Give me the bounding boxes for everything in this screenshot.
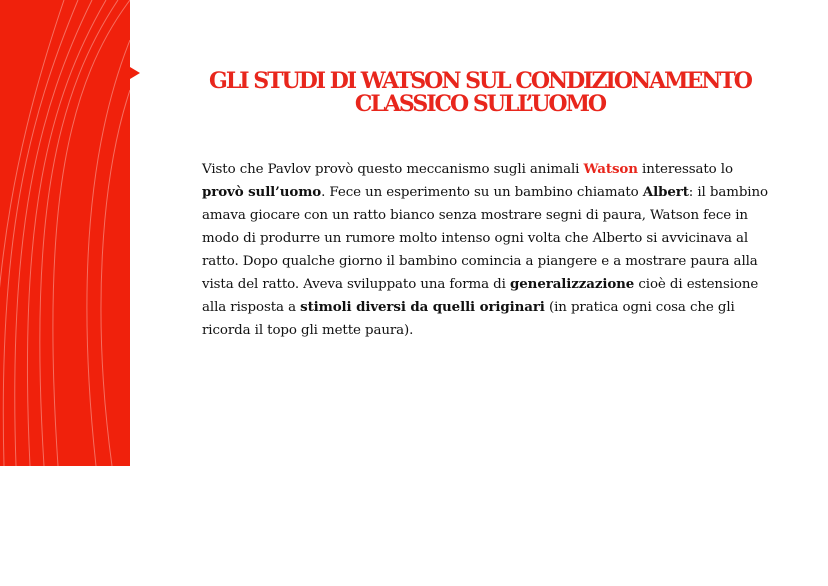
title-line-1: GLI STUDI DI WATSON SUL CONDIZIONAMENTO — [209, 68, 751, 94]
slide-paragraph — [202, 158, 772, 342]
decorative-side-panel — [0, 0, 130, 466]
text-segment: cioè di estensione alla risposta a — [202, 277, 759, 315]
text-segment: interessato lo — [637, 162, 733, 177]
highlight-watson: Watson — [583, 161, 638, 177]
bold-text: Albert — [642, 184, 689, 200]
curved-lines-decoration — [0, 0, 130, 466]
text-segment: (in pratica ogni cosa che gli ricorda il topo gli mette paura). — [202, 300, 735, 338]
title-line-2: CLASSICO SULL’UOMO — [354, 91, 606, 117]
bold-text: generalizzazione — [510, 276, 635, 292]
bold-text: provò sull’uomo — [202, 184, 322, 200]
text-segment: . Fece un esperimento su un bambino chiamato — [321, 185, 643, 200]
text-segment: : il bambino amava giocare con un ratto bianco senza mostrare segni di paura, Watson fece in modo di produrre un rumore molto intenso ogni volta che Alberto si avvicinava al ratto. Dopo qualche giorno il bambino comincia a piangere e a mostrare paura alla vista del ratto. Aveva sviluppato una forma di — [202, 185, 768, 292]
text-segment: Visto che Pavlov provò questo meccanismo sugli animali — [202, 162, 584, 177]
bold-text: stimoli diversi da quelli originari — [300, 299, 545, 315]
slide-title — [190, 70, 770, 116]
panel-notch — [130, 67, 140, 79]
